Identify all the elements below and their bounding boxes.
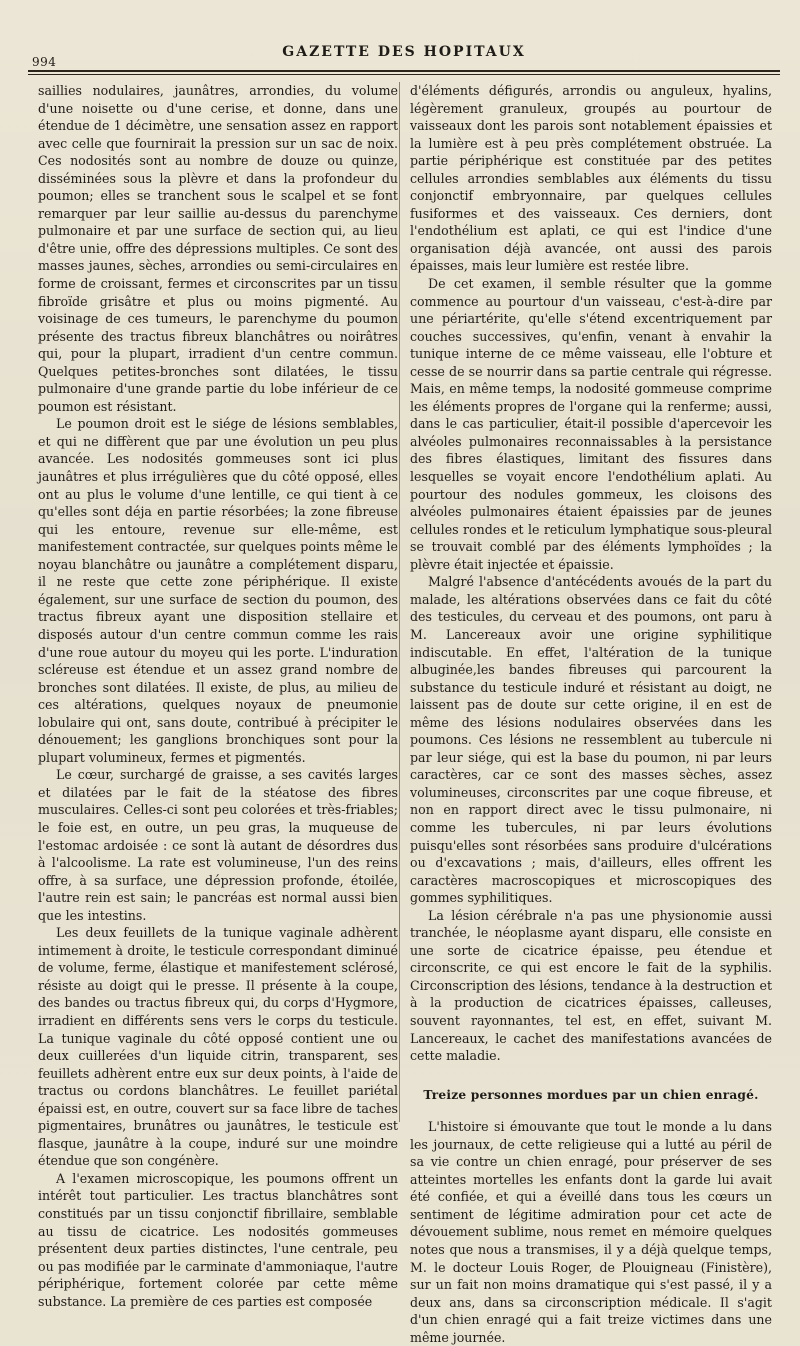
right-column (410, 82, 772, 1346)
paragraph: La lésion cérébrale n'a pas une physionomie aussi tranchée, le néoplasme ayant disparu, elle consiste en une sorte de cicatrice épaisse, peu étendue et circonscrite, ce qui est encore le fait de la syphilis. Circonscription des lésions, tendance à la destruction et à la production de cicatrices épaisses, calleuses, souvent rayonnantes, tel est, en effet, suivant M. Lancereaux, le cachet des manifestations avancées de cette maladie. (410, 907, 772, 1064)
running-head: GAZETTE DES HOPITAUX (282, 44, 526, 60)
column-divider (399, 82, 400, 1122)
paragraph: L'histoire si émouvante que tout le monde a lu dans les journaux, de cette religieuse qui a lutté au péril de sa vie contre un chien enragé, pour préserver de ses atteintes mortelles les enfants dont la garde lui avait été confiée, et qui a éveillé dans tous les cœurs un sentiment de légitime admiration pour cet acte de dévouement sublime, nous remet en mémoire quelques notes que nous a transmises, il y a déjà quelque temps, M. le docteur Louis Roger, de Plouigneau (Finistère), sur un fait non moins dramatique qui s'est passé, il y a deux ans, dans sa circonscription médicale. Il s'agit d'un chien enragé qui a fait treize victimes dans une même journée. (410, 1119, 772, 1345)
paragraph: d'éléments défigurés, arrondis ou anguleux, hyalins, légèrement granuleux, groupés au pourtour de vaisseaux dont les parois sont notablement épaissies et la lumière est à peu près complétement obstruée. La partie périphérique est constituée par des petites cellules arrondies semblables aux éléments du tissu conjonctif embryonnaire, par quelques cellules fusiformes et des vaisseaux. Ces derniers, dont l'endothélium est aplati, ce qui est l'indice d'une organisation déjà avancée, ont aussi des parois épaisses, mais leur lumière est restée libre. (410, 83, 772, 274)
section-title: Treize personnes mordues par un chien enragé. (423, 1087, 759, 1102)
paragraph: Le cœur, surchargé de graisse, a ses cavités larges et dilatées par le fait de la stéatose des fibres musculaires. Celles-ci sont peu colorées et très-friables; le foie est, en outre, un peu gras, la muqueuse de l'estomac ardoisée : ce sont là autant de désordres dus à l'alcoolisme. La rate est volumineuse, l'un des reins offre, à sa surface, une dépression profonde, étoilée, l'autre rein est sain; le pancréas est normal aussi bien que les intestins. (38, 767, 398, 923)
paragraph: De cet examen, il semble résulter que la gomme commence au pourtour d'un vaisseau, c'est-à-dire par une périartérite, qu'elle s'étend excentriquement par couches successives, qu'enfin, venant à envahir la tunique interne de ce même vaisseau, elle l'obture et cesse de se nourrir dans sa partie centrale qui régresse. Mais, en même temps, la nodosité gommeuse comprime les éléments propres de l'organe qui la renferme; aussi, dans le cas particulier, était-il possible d'apercevoir les alvéoles pulmonaires reconnaissables à la persistance des fibres élastiques, limitant des fissures dans lesquelles se voyait encore l'endothélium aplati. Au pourtour des nodules gommeux, les cloisons des alvéoles pulmonaires étaient épaissies par de jeunes cellules rondes et le reticulum lymphatique sous-pleural se trouvait comblé par des éléments lymphoïdes ; la plèvre était injectée et épaissie. (410, 276, 772, 572)
header-rule-thick (28, 70, 780, 72)
paragraph: Le poumon droit est le siége de lésions semblables, et qui ne diffèrent que par une évolution un peu plus avancée. Les nodosités gommeuses sont ici plus jaunâtres et plus irrégulières que du côté opposé, elles ont au plus le volume d'une lentille, ce qui tient à ce qu'elles sont déja en partie résorbées; la zone fibreuse qui les entoure, revenue sur elle-même, est manifestement contractée, sur quelques points même le noyau blanchâtre ou jaunâtre a complétement disparu, il ne reste que cette zone périphérique. Il existe également, sur une surface de section du poumon, des tractus fibreux ayant une disposition stellaire et disposés autour d'un centre commun comme les rais d'une roue autour du moyeu qui les porte. L'induration scléreuse est étendue et un assez grand nombre de bronches sont dilatées. Il existe, de plus, au milieu de ces altérations, quelques noyaux de pneumonie lobulaire qui ont, sans doute, contribué à précipiter le dénouement; les ganglions bronchiques sont pour la plupart volumineux, fermes et pigmentés. (38, 416, 398, 765)
page-header (28, 44, 780, 69)
paragraph: A l'examen microscopique, les poumons offrent un intérêt tout particulier. Les tractus blanchâtres sont constitués par un tissu conjonctif fibrillaire, semblable au tissu de cicatrice. Les nodosités gommeuses présentent deux parties distinctes, l'une centrale, peu ou pas modifiée par le carminate d'ammoniaque, l'autre périphérique, fortement colorée par cette même substance. La première de ces parties est composée (38, 1170, 398, 1309)
paragraph: Malgré l'absence d'antécédents avoués de la part du malade, les altérations observées dans ce fait du côté des testicules, du cerveau et des poumons, ont paru à M. Lancereaux avoir une origine syphilitique indiscutable. En effet, l'altération de la tunique albuginée,les bandes fibreuses qui parcourent la substance du testicule induré et résistant au doigt, ne laissent pas de doute sur cette origine, il en est de même des lésions nodulaires observées dans les poumons. Ces lésions ne ressemblent au tubercule ni par leur siége, qui est la base du poumon, ni par leurs caractères, car ce sont des masses sèches, assez volumineuses, circonscrites par une coque fibreuse, et non en rapport direct avec le tissu pulmonaire, ni comme les tubercules, ni par leurs évolutions puisqu'elles sont résorbées sans produire d'ulcérations ou d'excavations ; mais, d'ailleurs, elles offrent les caractères macroscopiques et microscopiques des gommes syphilitiques. (410, 574, 772, 906)
paragraph: Les deux feuillets de la tunique vaginale adhèrent intimement à droite, le testicule correspondant diminué de volume, ferme, élastique et manifestement sclérosé, résiste au doigt qui le presse. Il présente à la coupe, des bandes ou tractus fibreux qui, du corps d'Hygmore, irradient en différents sens vers le corps du testicule. La tunique vaginale du côté opposé contient une ou deux cuillerées d'un liquide citrin, transparent, ses feuillets adhèrent entre eux sur deux points, à l'aide de tractus ou cordons blanchâtres. Le feuillet pariétal épaissi est, en outre, couvert sur sa face libre de taches pigmentaires, brunâtres ou jaunâtres, le testicule est flasque, jaunâtre à la coupe, induré sur une moindre étendue que son congénère. (38, 925, 398, 1169)
left-column (38, 82, 398, 1310)
header-rule-thin (28, 74, 780, 75)
page-number: 994 (32, 55, 57, 69)
paragraph: saillies nodulaires, jaunâtres, arrondies, du volume d'une noisette ou d'une cerise, et donne, dans une étendue de 1 décimètre, une sensation assez en rapport avec celle que fournirait la pression sur un sac de noix. Ces nodosités sont au nombre de douze ou quinze, disséminées sous la plèvre et dans la profondeur du poumon; elles se tranchent sous le scalpel et se font remarquer par leur saillie au-dessus du parenchyme pulmonaire et par une surface de section qui, au lieu d'être unie, offre des dépressions multiples. Ce sont des masses jaunes, sèches, arrondies ou semi-circulaires en forme de croissant, fermes et circonscrites par un tissu fibroïde grisâtre et plus ou moins pigmenté. Au voisinage de ces tumeurs, le parenchyme du poumon présente des tractus fibreux blanchâtres ou noirâtres qui, pour la plupart, irradient d'un centre commun. Quelques petites-bronches sont dilatées, le tissu pulmonaire d'une grande partie du lobe inférieur de ce poumon est résistant. (38, 83, 398, 414)
